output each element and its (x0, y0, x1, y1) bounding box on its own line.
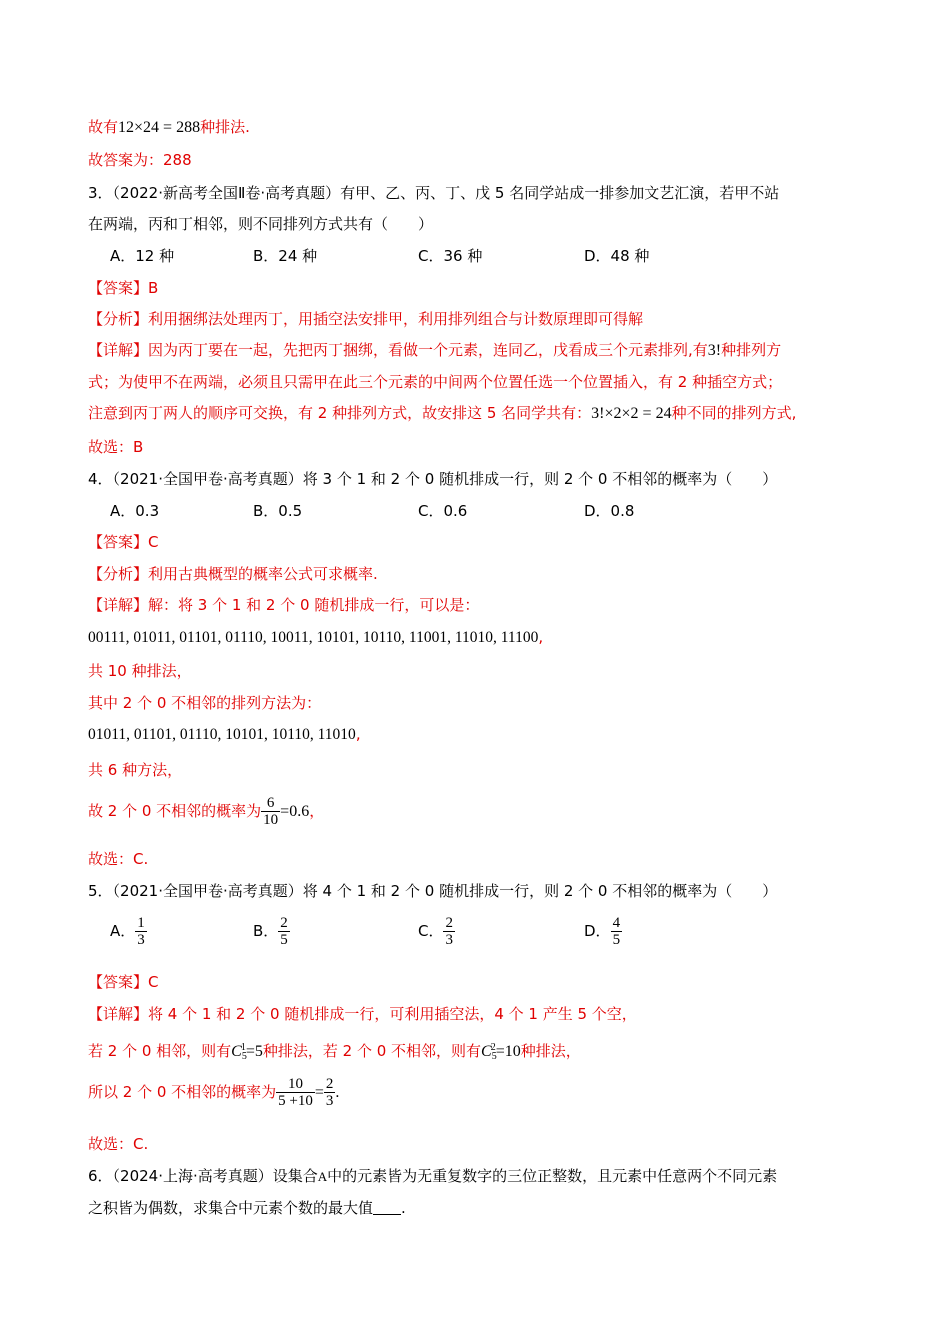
fraction-numerator: 2 (280, 915, 288, 931)
option-label: D． (584, 922, 611, 940)
q5-option-d (584, 912, 622, 950)
q4-detail-1: 【详解】解：将 3 个 1 和 2 个 0 随机排成一行，可以是： (88, 596, 480, 614)
combination-n: 5 (491, 1051, 497, 1062)
option-label: C． (418, 922, 444, 940)
combination-symbol: C (481, 1043, 492, 1060)
math-expression: =5 (245, 1043, 263, 1060)
text: 种不同的排列方式, (671, 404, 797, 422)
fraction-denominator: 5 +10 (278, 1093, 313, 1109)
text: , (538, 628, 544, 646)
q3-option-b: B．24 种 (253, 247, 318, 265)
fraction-denominator: 5 (280, 932, 288, 948)
fraction (276, 1076, 315, 1109)
combination-k: 2 (490, 1042, 496, 1053)
q5-option-c (418, 912, 455, 950)
text: 种排法. (200, 118, 250, 136)
text: 种排法， (520, 1042, 581, 1060)
math-expression: =10 (495, 1043, 521, 1060)
fraction-denominator: 3 (137, 932, 145, 948)
q3-option-a: A．12 种 (110, 247, 175, 265)
q3-analysis: 【分析】利用捆绑法处理丙丁，用插空法安排甲，利用排列组合与计数原理即可得解 (88, 310, 644, 328)
text: 注意到丙丁两人的顺序可交换，有 2 种排列方式，故安排这 5 名同学共有： (88, 404, 592, 422)
q4-arrangement-list (88, 626, 543, 649)
q4-nonadjacent-list (88, 723, 361, 746)
question-3-stem-cont: 在两端，丙和丁相邻，则不同排列方式共有（ ） (88, 215, 434, 233)
text: . (401, 1199, 406, 1217)
q5-detail-2 (88, 1035, 581, 1070)
question-5-stem: 5．（2021·全国甲卷·高考真题）将 4 个 1 和 2 个 0 随机排成一行，则 2 个 0 不相邻的概率为（ ） (88, 882, 778, 900)
question-6-stem (88, 1165, 777, 1188)
q4-option-b: B．0.5 (253, 502, 303, 520)
fraction-numerator: 2 (445, 915, 453, 931)
text: 种排法，若 2 个 0 不相邻，则有 (262, 1042, 482, 1060)
text: 之积皆为偶数，求集合中元素个数的最大值 (88, 1199, 374, 1217)
fraction-numerator: 4 (612, 915, 621, 931)
text: 6．（2024·上海·高考真题）设集合 (88, 1167, 318, 1185)
fraction-denominator: 3 (445, 932, 453, 948)
fraction-denominator: 5 (612, 932, 621, 948)
question-3-stem: 3．（2022·新高考全国Ⅱ卷·高考真题）有甲、乙、丙、丁、戊 5 名同学站成一排参加文艺汇演，若甲不站 (88, 184, 780, 202)
q5-option-b (253, 912, 290, 950)
q4-option-c: C．0.6 (418, 502, 468, 520)
text: 种排列方 (721, 341, 782, 359)
fraction-numerator: 10 (276, 1076, 315, 1093)
prev-solution-line (88, 116, 250, 139)
prev-answer-line: 故答案为：288 (88, 151, 192, 169)
option-label: A． (110, 922, 136, 940)
q5-detail-3 (88, 1072, 339, 1113)
q3-detail-2: 式；为使甲不在两端，必须且只需甲在此三个元素的中间两个位置任选一个位置插入，有 2 种插空方式； (88, 373, 783, 391)
combination-n: 5 (241, 1051, 247, 1062)
q4-count-1: 共 10 种排法， (88, 662, 192, 680)
fraction (611, 915, 623, 948)
text: 【详解】因为丙丁要在一起，先把丙丁捆绑，看做一个元素，连同乙，戊看成三个元素排列,有 (88, 341, 708, 359)
text: 故有 (88, 118, 119, 136)
q4-option-a: A．0.3 (110, 502, 160, 520)
q3-detail-3 (88, 402, 796, 425)
q3-option-d: D．48 种 (584, 247, 650, 265)
question-6-stem-cont (88, 1197, 406, 1219)
q3-detail-1 (88, 339, 781, 362)
q4-probability (88, 792, 324, 831)
q4-choose: 故选：C. (88, 850, 149, 868)
math-expression: 3! (707, 342, 722, 359)
option-label: B． (253, 922, 279, 940)
text: , (355, 725, 361, 743)
fraction-denominator: 3 (325, 1093, 334, 1109)
math-expression: 3!×2×2 = 24 (591, 405, 672, 422)
text: 若 2 个 0 相邻，则有 (88, 1042, 232, 1060)
math-expression: . (335, 1084, 340, 1101)
fraction-numerator: 2 (325, 1076, 334, 1092)
text: ， (309, 802, 325, 820)
q4-option-d: D．0.8 (584, 502, 635, 520)
math-expression: = (314, 1084, 324, 1101)
q5-detail-1: 【详解】将 4 个 1 和 2 个 0 随机排成一行，可利用插空法，4 个 1 产生 5 个空， (88, 1005, 637, 1023)
math-expression: 00111, 01011, 01101, 01110, 10011, 10101, 10110, 11001, 11010, 11100 (88, 629, 539, 646)
q5-answer: 【答案】C (88, 973, 159, 991)
fraction (135, 915, 147, 948)
q4-analysis: 【分析】利用古典概型的概率公式可求概率. (88, 565, 378, 583)
q5-option-a (110, 912, 147, 950)
math-expression: 12×24 = 288 (118, 119, 201, 136)
q3-answer: 【答案】B (88, 279, 159, 297)
math-expression: 01011, 01101, 01110, 10101, 10110, 11010 (88, 726, 356, 743)
combination-c5-2 (481, 1043, 521, 1060)
q4-sub: 其中 2 个 0 不相邻的排列方法为： (88, 694, 322, 712)
text: 所以 2 个 0 不相邻的概率为 (88, 1083, 277, 1101)
q4-answer: 【答案】C (88, 533, 159, 551)
q3-choose: 故选：B (88, 438, 144, 456)
q4-count-2: 共 6 种方法， (88, 761, 183, 779)
fraction (324, 1076, 336, 1109)
text: 故 2 个 0 不相邻的概率为 (88, 802, 262, 820)
combination-k: 1 (240, 1042, 246, 1053)
question-4-stem: 4．（2021·全国甲卷·高考真题）将 3 个 1 和 2 个 0 随机排成一行，则 2 个 0 不相邻的概率为（ ） (88, 470, 778, 488)
combination-c5-1 (231, 1043, 263, 1060)
fraction (278, 915, 290, 948)
fraction-denominator: 10 (263, 812, 279, 828)
answer-blank[interactable] (373, 1200, 401, 1215)
q5-choose: 故选：C. (88, 1135, 149, 1153)
text: 中的元素皆为无重复数字的三位正整数，且元素中任意两个不同元素 (327, 1167, 778, 1185)
math-expression: A (317, 1169, 328, 1184)
fraction (443, 915, 455, 948)
q3-option-c: C．36 种 (418, 247, 483, 265)
fraction (261, 795, 280, 828)
fraction-numerator: 1 (137, 915, 145, 931)
math-expression: =0.6 (280, 803, 310, 820)
combination-symbol: C (231, 1043, 242, 1060)
fraction-numerator: 6 (261, 795, 280, 812)
